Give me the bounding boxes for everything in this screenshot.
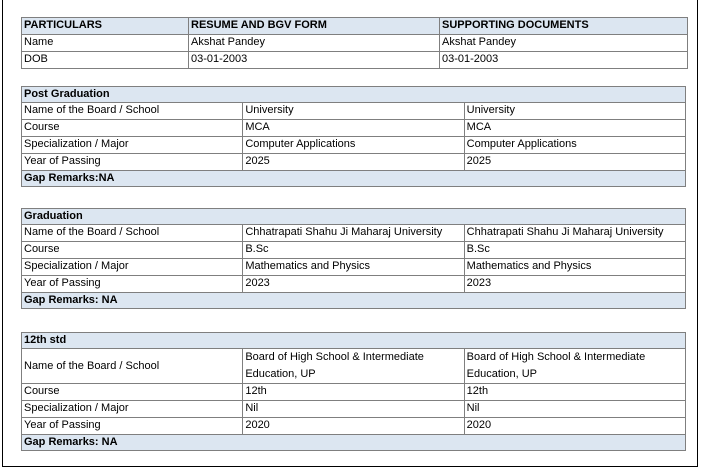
table-row <box>22 137 686 154</box>
supporting-value: Nil <box>464 401 685 418</box>
supporting-value: 12th <box>464 384 685 401</box>
resume-value: 12th <box>243 384 464 401</box>
post-graduation-table <box>21 86 686 187</box>
row-label: Course <box>22 384 243 401</box>
table-row <box>22 259 686 276</box>
row-label: Specialization / Major <box>22 259 243 276</box>
supporting-value: University <box>464 103 685 120</box>
row-label: Course <box>22 242 243 259</box>
particulars-table <box>21 17 688 69</box>
resume-value: 03-01-2003 <box>189 52 440 69</box>
row-label: Name <box>22 35 189 52</box>
row-label: Name of the Board / School <box>22 349 243 384</box>
gap-remarks-row <box>22 435 686 451</box>
resume-value: Akshat Pandey <box>189 35 440 52</box>
resume-value: Board of High School & Intermediate Education, UP <box>243 349 464 384</box>
gap-remarks-row <box>22 293 686 309</box>
table-row <box>22 384 686 401</box>
section-title-row <box>22 209 686 225</box>
resume-value: Nil <box>243 401 464 418</box>
table-row <box>22 35 688 52</box>
header-supporting-docs: SUPPORTING DOCUMENTS <box>440 18 688 35</box>
section-title-row <box>22 333 686 349</box>
row-label: DOB <box>22 52 189 69</box>
table-row <box>22 120 686 137</box>
supporting-value: Chhatrapati Shahu Ji Maharaj University <box>464 225 685 242</box>
gap-remarks: Gap Remarks: NA <box>22 435 686 451</box>
row-label: Course <box>22 120 243 137</box>
gap-remarks-row <box>22 171 686 187</box>
resume-value: 2023 <box>243 276 464 293</box>
row-label: Specialization / Major <box>22 137 243 154</box>
supporting-value: Mathematics and Physics <box>464 259 685 276</box>
table-row <box>22 225 686 242</box>
row-label: Name of the Board / School <box>22 103 243 120</box>
resume-value: Computer Applications <box>243 137 464 154</box>
supporting-value: 2023 <box>464 276 685 293</box>
resume-value: Mathematics and Physics <box>243 259 464 276</box>
table-row <box>22 103 686 120</box>
gap-remarks: Gap Remarks: NA <box>22 293 686 309</box>
supporting-value: Computer Applications <box>464 137 685 154</box>
supporting-value: B.Sc <box>464 242 685 259</box>
graduation-table <box>21 208 686 309</box>
resume-value: Chhatrapati Shahu Ji Maharaj University <box>243 225 464 242</box>
table-row <box>22 52 688 69</box>
table-row <box>22 401 686 418</box>
row-label: Year of Passing <box>22 276 243 293</box>
table-row <box>22 154 686 171</box>
header-resume-bgv: RESUME AND BGV FORM <box>189 18 440 35</box>
twelfth-std-table <box>21 332 686 451</box>
table-row <box>22 276 686 293</box>
supporting-value: 2020 <box>464 418 685 435</box>
gap-remarks: Gap Remarks:NA <box>22 171 686 187</box>
supporting-value: Board of High School & Intermediate Education, UP <box>464 349 685 384</box>
row-label: Year of Passing <box>22 418 243 435</box>
row-label: Specialization / Major <box>22 401 243 418</box>
row-label: Year of Passing <box>22 154 243 171</box>
table-row <box>22 349 686 384</box>
table-row <box>22 418 686 435</box>
section-title: Graduation <box>22 209 686 225</box>
resume-value: University <box>243 103 464 120</box>
supporting-value: 2025 <box>464 154 685 171</box>
table-header-row <box>22 18 688 35</box>
header-particulars: PARTICULARS <box>22 18 189 35</box>
resume-value: MCA <box>243 120 464 137</box>
row-label: Name of the Board / School <box>22 225 243 242</box>
resume-value: 2025 <box>243 154 464 171</box>
section-title: 12th std <box>22 333 686 349</box>
table-row <box>22 242 686 259</box>
section-title: Post Graduation <box>22 87 686 103</box>
supporting-value: Akshat Pandey <box>440 35 688 52</box>
resume-value: B.Sc <box>243 242 464 259</box>
section-title-row <box>22 87 686 103</box>
resume-value: 2020 <box>243 418 464 435</box>
supporting-value: MCA <box>464 120 685 137</box>
supporting-value: 03-01-2003 <box>440 52 688 69</box>
